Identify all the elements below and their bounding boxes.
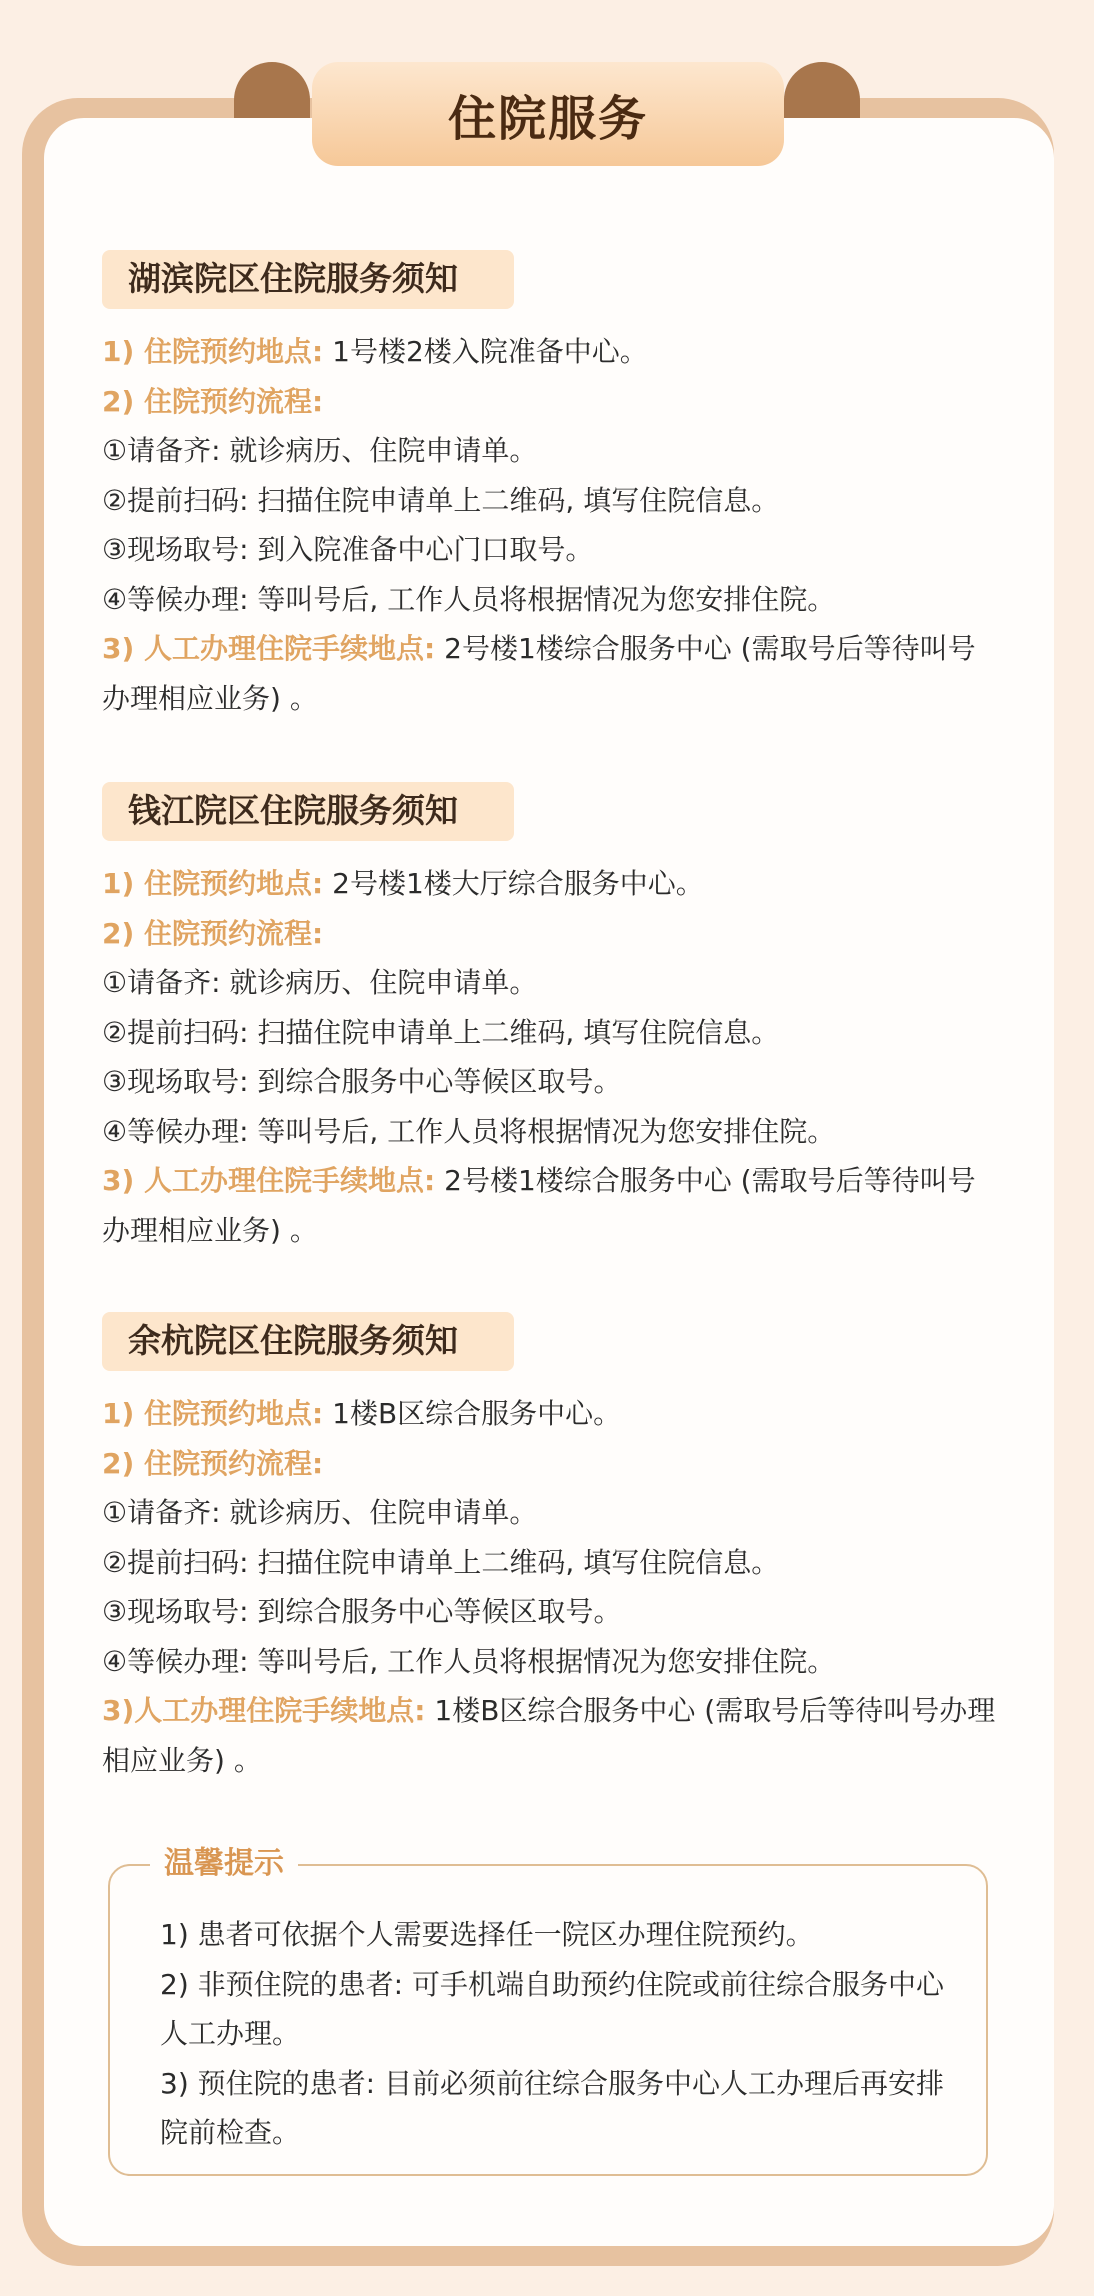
step-item: ④等候办理: 等叫号后, 工作人员将根据情况为您安排住院。 [102, 1644, 836, 1678]
section-heading: 钱江院区住院服务须知 [102, 782, 514, 841]
manual-label: 3)人工办理住院手续地点: [102, 1694, 426, 1727]
tip-item: 3) 预住院的患者: 目前必须前往综合服务中心人工办理后再安排院前检查。 [160, 2066, 944, 2149]
process-label: 2) 住院预约流程: [102, 1446, 324, 1480]
manual-line [102, 1686, 1002, 1785]
section-heading: 湖滨院区住院服务须知 [102, 250, 514, 309]
manual-text: 1楼B区综合服务中心 (需取号后等待叫号办理相应业务) 。 [102, 1694, 996, 1777]
page-title-tab [312, 62, 784, 166]
step-item: ③现场取号: 到综合服务中心等候区取号。 [102, 1065, 622, 1098]
manual-text: 2号楼1楼综合服务中心 (需取号后等待叫号办理相应业务) 。 [102, 1164, 976, 1247]
step-item: ③现场取号: 到综合服务中心等候区取号。 [102, 1595, 622, 1628]
tip-item: 2) 非预住院的患者: 可手机端自助预约住院或前往综合服务中心人工办理。 [160, 1967, 944, 2050]
tips-body [160, 1910, 960, 2158]
manual-text: 2号楼1楼综合服务中心 (需取号后等待叫号办理相应业务) 。 [102, 632, 976, 715]
section-body [102, 1389, 1002, 1785]
step-item: ①请备齐: 就诊病历、住院申请单。 [102, 434, 538, 467]
location-line [102, 1389, 1002, 1439]
tips-box [108, 1846, 988, 2176]
location-text: 1号楼2楼入院准备中心。 [323, 335, 648, 368]
location-line [102, 859, 1002, 909]
manual-line [102, 624, 1002, 723]
section-heading: 余杭院区住院服务须知 [102, 1312, 514, 1371]
manual-line [102, 1156, 1002, 1255]
location-text: 2号楼1楼大厅综合服务中心。 [323, 867, 704, 900]
step-item: ①请备齐: 就诊病历、住院申请单。 [102, 1496, 538, 1529]
step-item: ①请备齐: 就诊病历、住院申请单。 [102, 966, 538, 999]
page-title: 住院服务 [447, 90, 648, 147]
tips-title: 温馨提示 [150, 1840, 298, 1888]
location-label: 1) 住院预约地点: [102, 867, 324, 900]
tip-item: 1) 患者可依据个人需要选择任一院区办理住院预约。 [160, 1918, 814, 1951]
step-item: ②提前扫码: 扫描住院申请单上二维码, 填写住院信息。 [102, 1015, 780, 1049]
process-label: 2) 住院预约流程: [102, 916, 324, 950]
step-item: ④等候办理: 等叫号后, 工作人员将根据情况为您安排住院。 [102, 582, 836, 616]
step-item: ④等候办理: 等叫号后, 工作人员将根据情况为您安排住院。 [102, 1114, 836, 1148]
location-line [102, 327, 1002, 377]
manual-label: 3) 人工办理住院手续地点: [102, 632, 436, 665]
location-label: 1) 住院预约地点: [102, 1397, 324, 1430]
section-qianjiang [102, 782, 1002, 1255]
section-hubin [102, 250, 1002, 723]
step-item: ②提前扫码: 扫描住院申请单上二维码, 填写住院信息。 [102, 1545, 780, 1579]
step-item: ②提前扫码: 扫描住院申请单上二维码, 填写住院信息。 [102, 483, 780, 517]
process-label: 2) 住院预约流程: [102, 384, 324, 418]
step-item: ③现场取号: 到入院准备中心门口取号。 [102, 533, 594, 566]
section-body [102, 859, 1002, 1255]
location-text: 1楼B区综合服务中心。 [323, 1397, 622, 1430]
section-body [102, 327, 1002, 723]
location-label: 1) 住院预约地点: [102, 335, 324, 368]
manual-label: 3) 人工办理住院手续地点: [102, 1164, 436, 1197]
section-yuhang [102, 1312, 1002, 1785]
